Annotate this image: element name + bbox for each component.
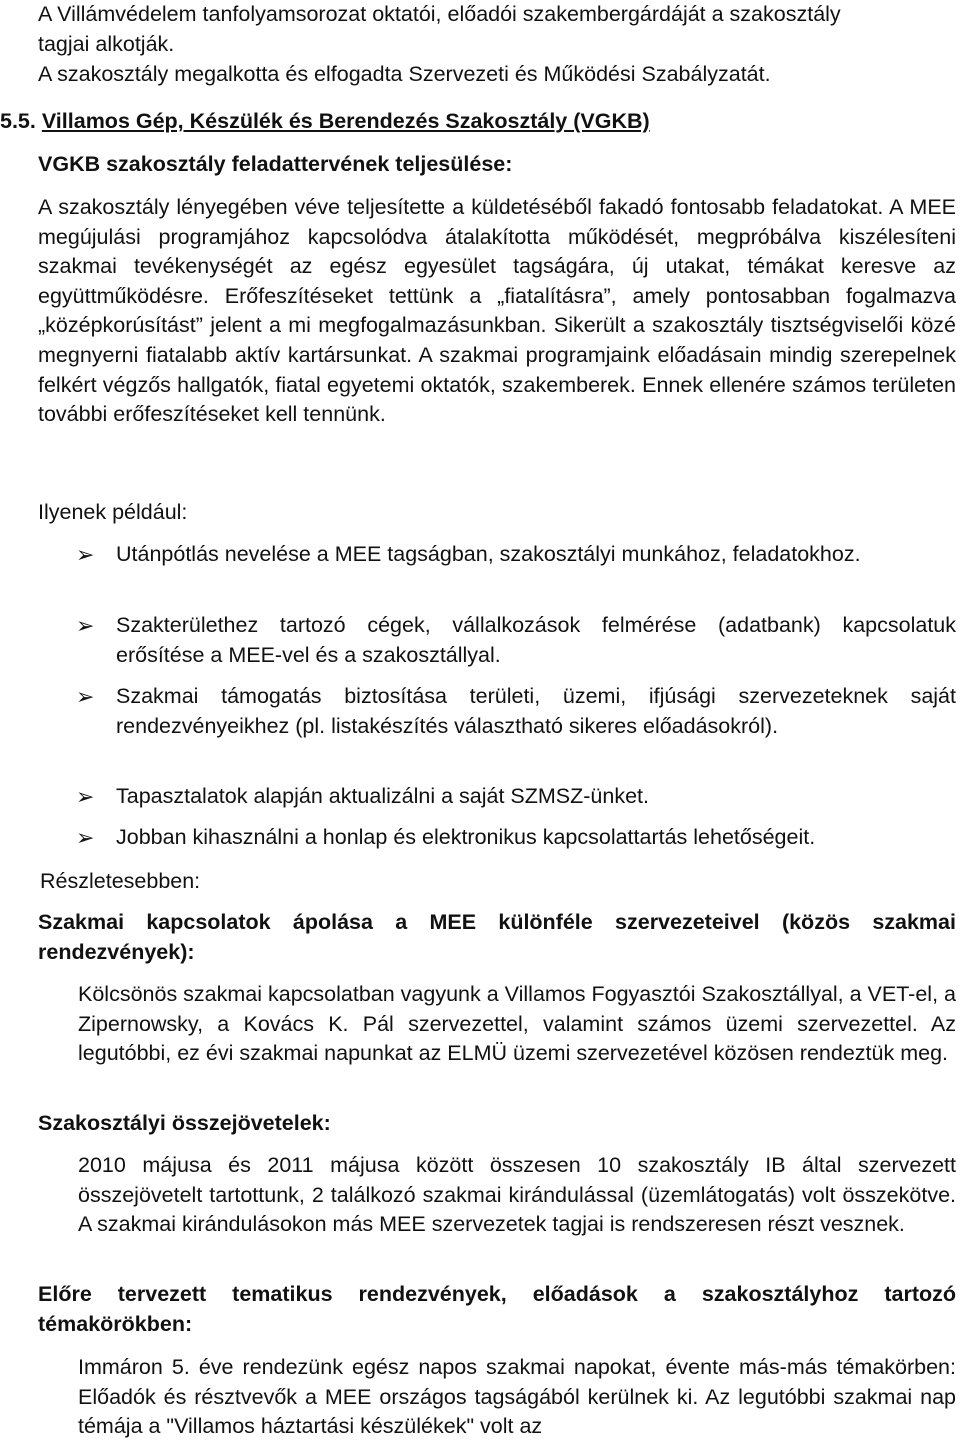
section-heading — [0, 107, 960, 137]
details-label: Részletesebben: — [40, 869, 201, 893]
intro-sentence: A szakosztály megalkotta és elfogadta Szervezeti és Működési Szabályzatát. — [38, 62, 771, 86]
section-heading-events: Előre tervezett tematikus rendezvények, előadások a szakosztályhoz tartozó témakörökben: — [38, 1282, 956, 1336]
intro-paragraph: A Villámvédelem tanfolyamsorozat oktatói, előadói szakembergárdáját a szakosztály tagjai alkotják. — [38, 2, 841, 56]
arrow-bullet-icon: ➢ — [76, 784, 95, 809]
arrow-bullet-icon: ➢ — [76, 825, 95, 850]
section-number: 5.5. — [0, 109, 36, 133]
arrow-bullet-icon: ➢ — [76, 542, 95, 567]
subheading: VGKB szakosztály feladattervének teljesülése: — [38, 152, 513, 176]
arrow-bullet-icon: ➢ — [76, 684, 95, 709]
list-item-text: Utánpótlás nevelése a MEE tagságban, szakosztályi munkához, feladatokhoz. — [116, 542, 861, 566]
examples-label: Ilyenek például: — [38, 500, 188, 524]
section-title: Villamos Gép, Készülék és Berendezés Szakosztály (VGKB) — [41, 109, 650, 133]
relations-paragraph: Kölcsönös szakmai kapcsolatban vagyunk a Villamos Fogyasztói Szakosztállyal, a VET-el, a Zipernowsky, a Kovács K. Pál szervezettel, valamint számos üzemi szervezettel. Az legutóbbi, ez évi szakmai napunkat az ELMÜ üzemi szervezetével közösen rendeztük meg. — [78, 982, 956, 1066]
arrow-bullet-icon: ➢ — [76, 613, 95, 638]
main-paragraph: A szakosztály lényegében véve teljesítette a küldetéséből fakadó fontosabb feladatokat. A MEE megújulási programjához kapcsolódva átalakította működését, megpróbálva kiszélesíteni szakmai tevékenységét az egész egyesület tagságára, új utakat, témákat keresve az együttműködésre. Erőfeszítéseket tettünk a „fiatalításra”, amely pontosabban fogalmazva „középkorúsítást” jelent a mi megfogalmazásunkban. Sikerült a szakosztály tisztségviselői közé megnyerni fiatalabb aktív kartársunkat. A szakmai programjaink előadásain mindig szerepelnek felkért végzős hallgatók, fiatal egyetemi oktatók, szakemberek. Ennek ellenére számos területen további erőfeszítéseket kell tennünk. — [38, 195, 956, 427]
list-item-text: Szakterülethez tartozó cégek, vállalkozások felmérése (adatbank) kapcsolatuk erősítése a MEE-vel és a szakosztállyal. — [116, 613, 956, 667]
section-heading-meetings: Szakosztályi összejövetelek: — [38, 1111, 331, 1135]
section-heading-relations: Szakmai kapcsolatok ápolása a MEE különféle szervezeteivel (közös szakmai rendezvények): — [38, 910, 956, 964]
list-item-text: Jobban kihasználni a honlap és elektronikus kapcsolattartás lehetőségeit. — [116, 825, 816, 849]
events-paragraph: Immáron 5. éve rendezünk egész napos szakmai napokat, évente más-más témakörben: Előadók és résztvevők a MEE országos tagságából kerülnek ki. Az legutóbbi szakmai nap témája a "Villamos háztartási készülékek" volt az — [78, 1355, 956, 1439]
list-item-text: Tapasztalatok alapján aktualizálni a saját SZMSZ-ünket. — [116, 784, 649, 808]
meetings-paragraph: 2010 májusa és 2011 májusa között összesen 10 szakosztály IB által szervezett összejövetelt tartottunk, 2 találkozó szakmai kirándulással (üzemlátogatás) volt összekötve. A szakmai kirándulásokon más MEE szervezetek tagjai is rendszeresen részt vesznek. — [78, 1153, 956, 1237]
list-item-text: Szakmai támogatás biztosítása területi, üzemi, ifjúsági szervezeteknek saját rendezvényeikhez (pl. listakészítés választható sikeres előadásokról). — [116, 684, 956, 738]
